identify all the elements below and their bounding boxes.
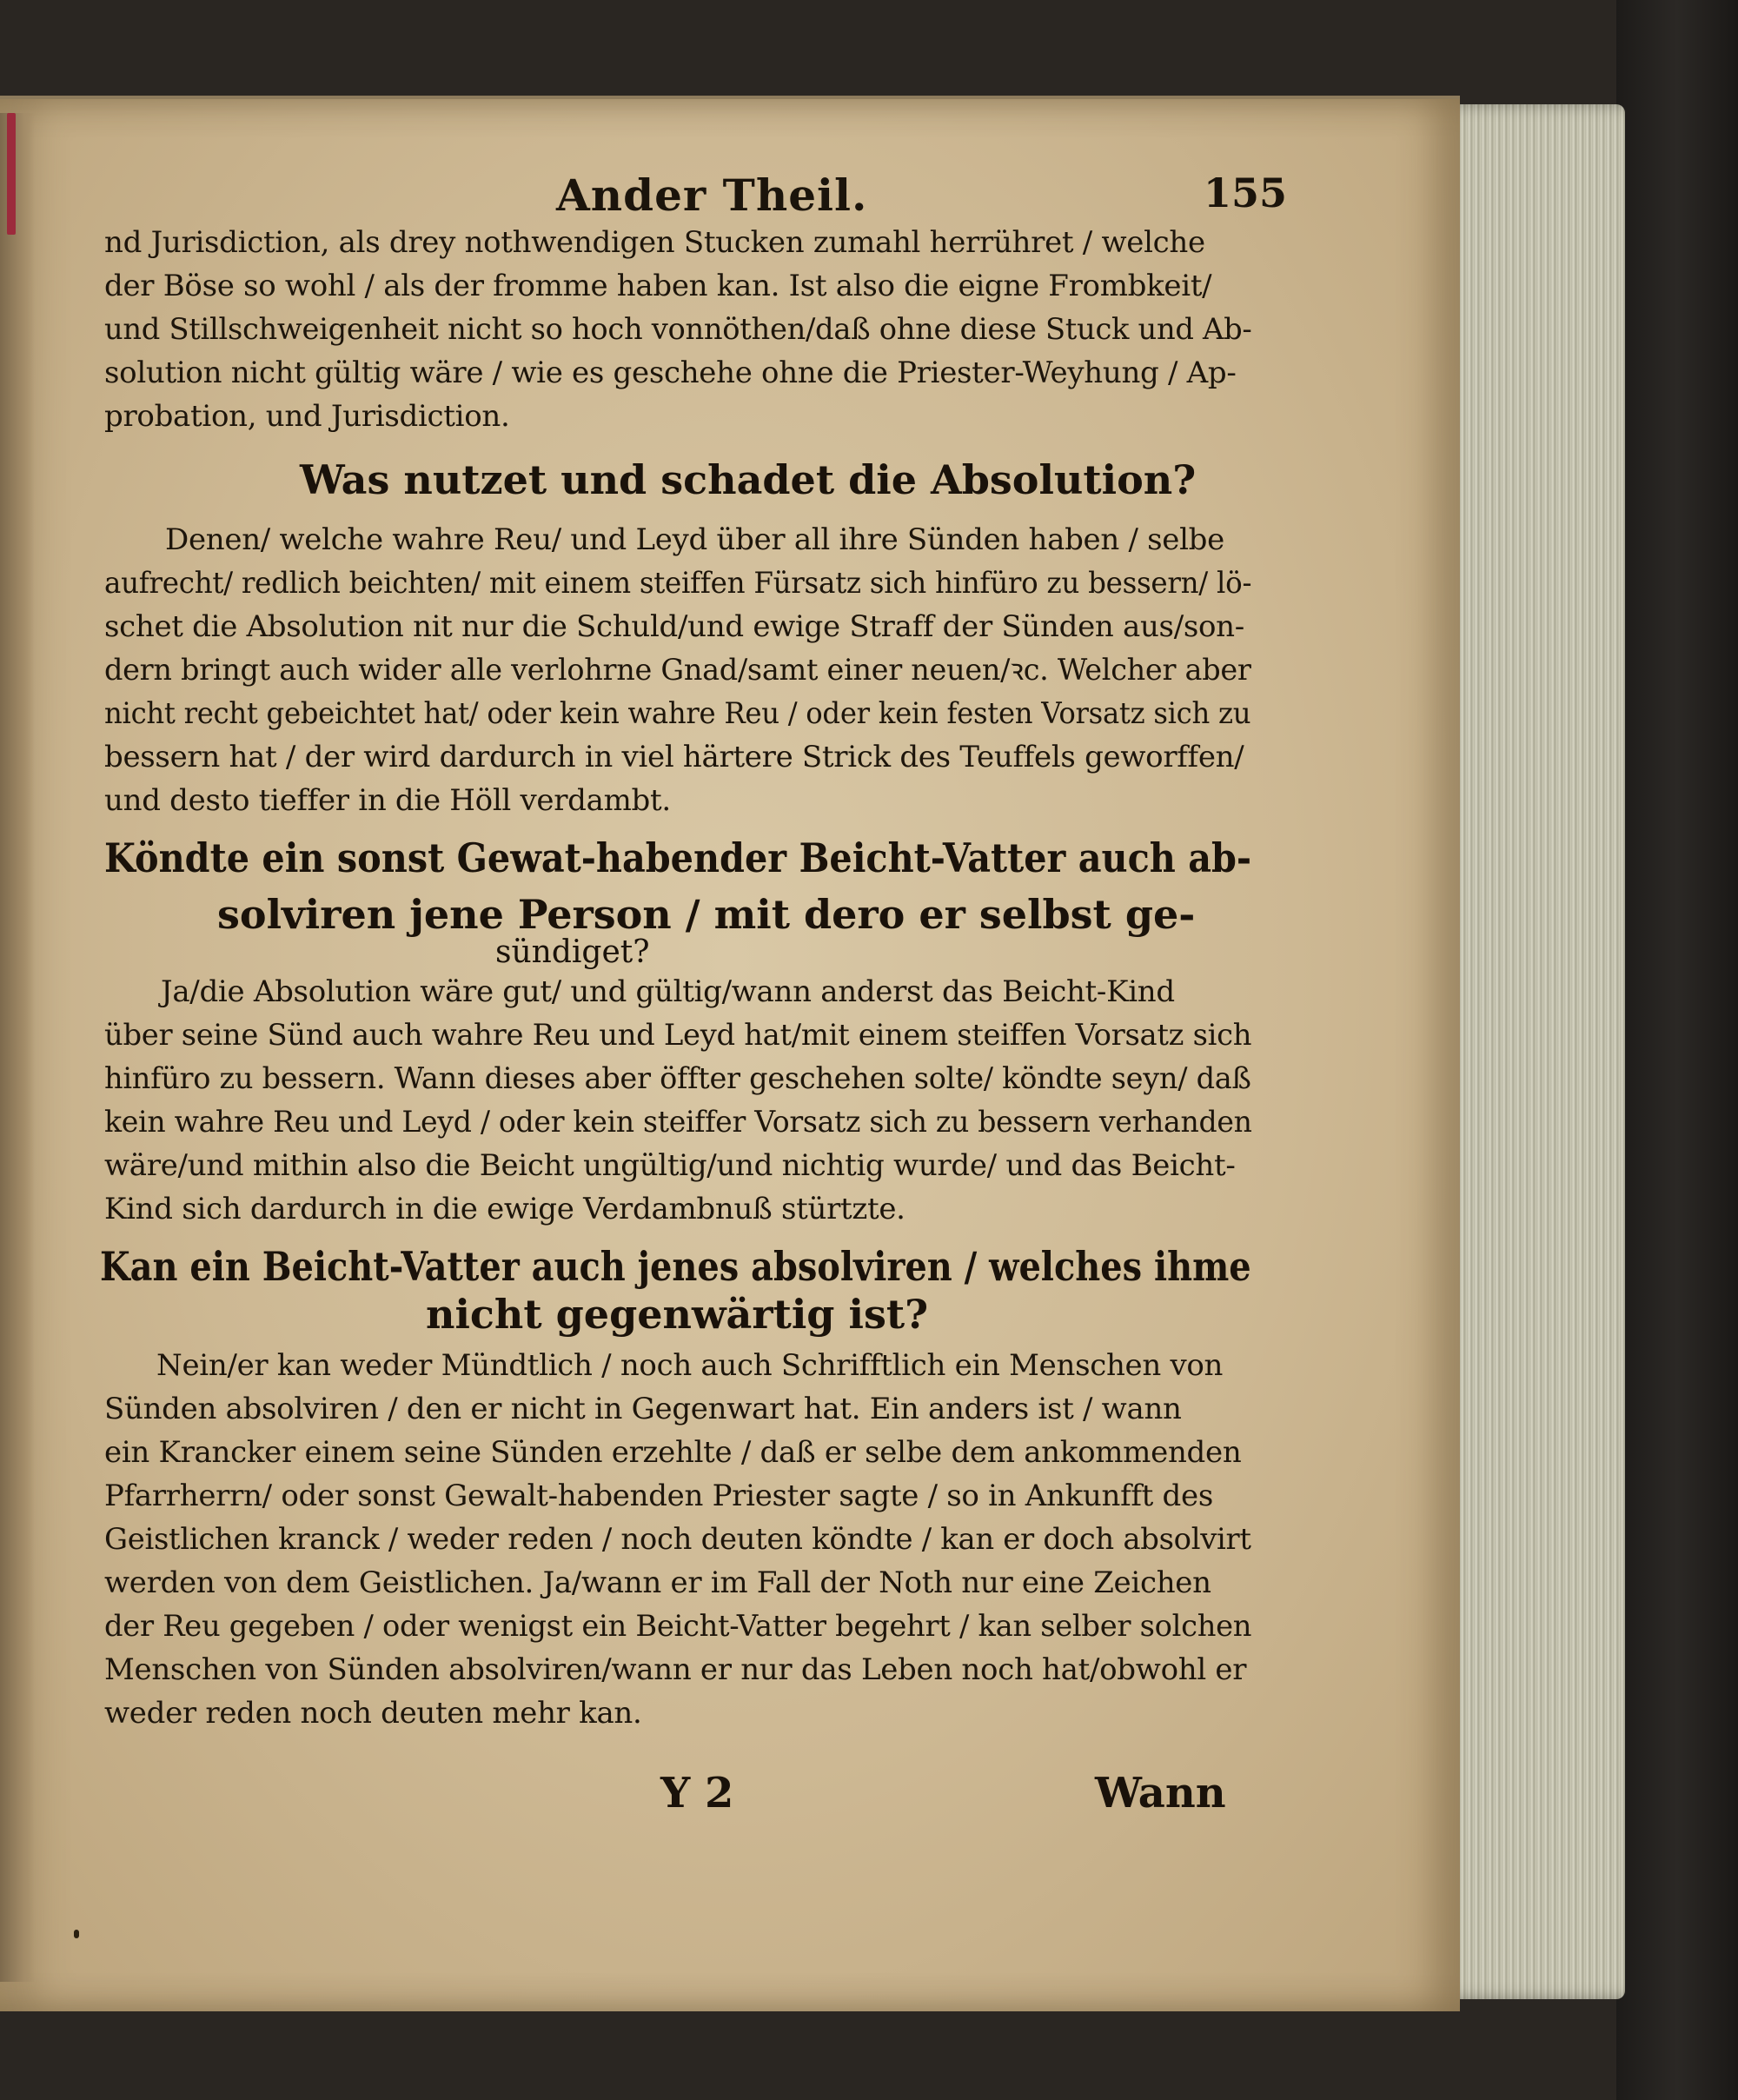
ink-spot <box>74 1930 79 1938</box>
question-heading: solviren jene Person / mit dero er selbst ge- <box>217 891 1196 938</box>
paragraph-line: hinfüro zu bessern. Wann dieses aber öffter geschehen solte/ köndte seyn/ daß <box>104 1061 1251 1096</box>
paragraph-line: bessern hat / der wird dardurch in viel härtere Strick des Teuffels geworffen/ <box>104 740 1244 774</box>
paragraph-line: Ja/die Absolution wäre gut/ und gültig/wann anderst das Beicht-Kind <box>161 974 1175 1009</box>
paragraph-line: Kind sich dardurch in die ewige Verdambnuß stürtzte. <box>104 1192 905 1226</box>
paragraph-line: Sünden absolviren / den er nicht in Gegenwart hat. Ein anders ist / wann <box>104 1392 1182 1426</box>
paragraph-line: weder reden noch deuten mehr kan. <box>104 1696 642 1731</box>
paragraph-line: wäre/und mithin also die Beicht ungültig/und nichtig wurde/ und das Beicht- <box>104 1148 1236 1183</box>
signature-mark: Y 2 <box>660 1769 734 1818</box>
catchword: Wann <box>1095 1769 1226 1818</box>
book-cover-edge <box>1616 0 1738 2100</box>
paragraph-line: Pfarrherrn/ oder sonst Gewalt-habenden Priester sagte / so in Ankunfft des <box>104 1479 1213 1513</box>
paragraph-line: Geistlichen kranck / weder reden / noch deuten köndte / kan er doch absolvirt <box>104 1522 1251 1557</box>
paragraph-line: über seine Sünd auch wahre Reu und Leyd hat/mit einem steiffen Vorsatz sich <box>104 1018 1252 1053</box>
question-heading: nicht gegenwärtig ist? <box>426 1291 929 1338</box>
paragraph-line: werden von dem Geistlichen. Ja/wann er im Fall der Noth nur eine Zeichen <box>104 1565 1211 1600</box>
paragraph-line: dern bringt auch wider alle verlohrne Gnad/samt einer neuen/ꝛc. Welcher aber <box>104 653 1251 688</box>
book-binding <box>0 113 35 1982</box>
paragraph-line: Menschen von Sünden absolviren/wann er nur das Leben noch hat/obwohl er <box>104 1652 1247 1687</box>
paragraph-line: Nein/er kan weder Mündtlich / noch auch Schrifftlich ein Menschen von <box>156 1348 1224 1383</box>
running-header-title: Ander Theil. <box>556 169 868 221</box>
paragraph-line: Denen/ welche wahre Reu/ und Leyd über all ihre Sünden haben / selbe <box>165 522 1224 557</box>
paragraph-line: ein Krancker einem seine Sünden erzehlte / daß er selbe dem ankommenden <box>104 1435 1242 1470</box>
paragraph-line: probation, und Jurisdiction. <box>104 399 510 434</box>
paragraph-line: und desto tieffer in die Höll verdambt. <box>104 783 671 818</box>
paragraph-line: kein wahre Reu und Leyd / oder kein steiffer Vorsatz sich zu bessern verhanden <box>104 1105 1252 1140</box>
paragraph-line: aufrecht/ redlich beichten/ mit einem steiffen Fürsatz sich hinfüro zu bessern/ lö- <box>104 566 1252 601</box>
question-heading: Köndte ein sonst Gewat-habender Beicht-Vatter auch ab- <box>104 834 1252 881</box>
question-heading: sündiget? <box>495 934 650 970</box>
bookmark-ribbon <box>7 113 16 235</box>
paragraph-line: schet die Absolution nit nur die Schuld/und ewige Straff der Sünden aus/son- <box>104 609 1244 644</box>
paragraph-line: der Reu gegeben / oder wenigst ein Beicht-Vatter begehrt / kan selber solchen <box>104 1609 1252 1644</box>
paragraph-line: der Böse so wohl / als der fromme haben kan. Ist also die eigne Frombkeit/ <box>104 269 1212 303</box>
paragraph-line: nd Jurisdiction, als drey nothwendigen Stucken zumahl herrühret / welche <box>104 225 1205 260</box>
question-heading: Was nutzet und schadet die Absolution? <box>300 456 1197 503</box>
question-heading: Kan ein Beicht-Vatter auch jenes absolviren / welches ihme <box>100 1243 1251 1290</box>
paragraph-line: solution nicht gültig wäre / wie es geschehe ohne die Priester-Weyhung / Ap- <box>104 356 1237 390</box>
page-number: 155 <box>1204 169 1288 216</box>
paragraph-line: nicht recht gebeichtet hat/ oder kein wahre Reu / oder kein festen Vorsatz sich zu <box>104 696 1251 731</box>
paragraph-line: und Stillschweigenheit nicht so hoch vonnöthen/daß ohne diese Stuck und Ab- <box>104 312 1252 347</box>
